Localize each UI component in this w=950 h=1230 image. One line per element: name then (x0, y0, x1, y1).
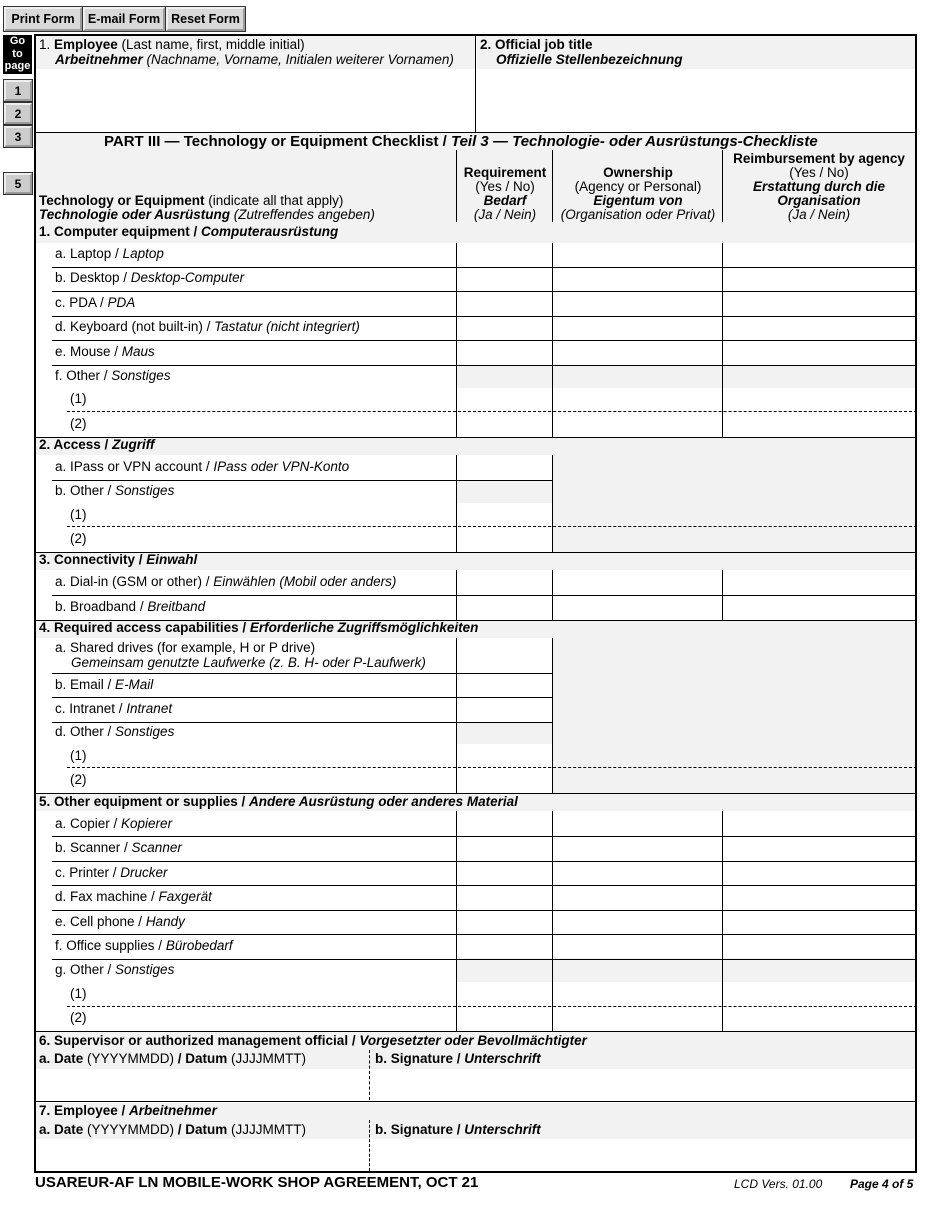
hdr-sep-1 (456, 150, 457, 222)
row-line (52, 595, 917, 596)
row-line (52, 365, 917, 366)
s5b-label: b. Scanner / Scanner (55, 840, 182, 855)
col-requirement-header (457, 166, 553, 222)
job-title-field[interactable] (478, 71, 915, 130)
goto-page-5-button[interactable]: 5 (4, 173, 32, 194)
s4c-label: c. Intranet / Intranet (55, 701, 173, 716)
s5c-label: c. Printer / Drucker (55, 865, 168, 880)
s5g-sub1: (1) (70, 986, 87, 1001)
field-divider (475, 34, 476, 132)
s7-signature-field[interactable] (372, 1140, 915, 1170)
s3b-label: b. Broadband / Breitband (55, 599, 206, 614)
goto-page-2-button[interactable]: 2 (4, 103, 32, 124)
field2-label-de: Offizielle Stellenbezeichnung (496, 52, 683, 67)
reimb-h1: Reimbursement by agency (733, 151, 905, 166)
s6-signature-field[interactable] (372, 1070, 915, 1100)
goto-page-1-button[interactable]: 1 (4, 80, 32, 101)
req-h1: Requirement (463, 165, 547, 180)
own-h4: (Organisation oder Privat) (560, 207, 716, 222)
col-reimbursement-header (723, 152, 915, 222)
row-line (52, 885, 917, 886)
s2-header: 2. Access / Zugriff (39, 437, 155, 452)
s5g-sub2: (2) (70, 1010, 87, 1025)
reimb-h3: Erstattung durch die (752, 179, 885, 194)
s7-date-field[interactable] (37, 1140, 368, 1170)
row-line (52, 934, 917, 935)
s4-header: 4. Required access capabilities / Erforderliche Zugriffsmöglichkeiten (39, 620, 479, 635)
s2-top-line (34, 437, 917, 438)
s5f-label: f. Office supplies / Bürobedarf (55, 938, 233, 953)
s1b-label: b. Desktop / Desktop-Computer (55, 270, 245, 285)
row-line (52, 267, 917, 268)
row-line (52, 861, 917, 862)
footer-version: LCD Vers. 01.00 (734, 1177, 823, 1191)
col-tech-header-de: Technologie oder Ausrüstung (Zutreffendes angeben) (39, 207, 375, 222)
s4a-label-de: Gemeinsam genutzte Laufwerke (z. B. H- oder P-Laufwerk) (71, 655, 426, 670)
s4d-sub2: (2) (70, 772, 87, 787)
s6-divider (369, 1050, 370, 1100)
req-h3: Bedarf (483, 193, 527, 208)
print-form-button[interactable]: Print Form (4, 7, 82, 31)
field1-label: 1. Employee (Last name, first, middle initial) (39, 37, 305, 52)
goto-label-to: to (12, 47, 23, 60)
footer-title: USAREUR-AF LN MOBILE-WORK SHOP AGREEMENT, OCT 21 (35, 1174, 479, 1191)
row-line (52, 959, 917, 960)
s6-signature-label: b. Signature / Unterschrift (375, 1051, 541, 1066)
row-line (52, 480, 552, 481)
row-line (52, 291, 917, 292)
s1-header: 1. Computer equipment / Computerausrüstung (39, 224, 339, 239)
col-ownership-header (553, 166, 723, 222)
row-line (52, 316, 917, 317)
footer-page: Page 4 of 5 (850, 1177, 914, 1191)
part3-title: PART III — Technology or Equipment Checklist / Teil 3 — Technologie- oder Ausrüstungs-Checkliste (104, 133, 818, 150)
vline-own-s5 (552, 811, 553, 1032)
s6-date-label: a. Date (YYYYMMDD) / Datum (JJJJMMTT) (39, 1051, 307, 1066)
req-h4: (Ja / Nein) (473, 207, 537, 222)
s7-date-label: a. Date (YYYYMMDD) / Datum (JJJJMMTT) (39, 1122, 307, 1137)
vline-own-s4 (552, 638, 553, 793)
col-tech-header: Technology or Equipment (indicate all that apply) (39, 193, 344, 208)
s2b-sub2: (2) (70, 531, 87, 546)
employee-name-field[interactable] (37, 71, 473, 130)
hdr-sep-3 (722, 150, 723, 222)
s2a-label: a. IPass or VPN account / IPass oder VPN-Konto (55, 459, 350, 474)
reimb-h2: (Yes / No) (789, 165, 849, 180)
s1f-label: f. Other / Sonstiges (55, 368, 171, 383)
vline-req-s5 (456, 811, 457, 1032)
s5e-label: e. Cell phone / Handy (55, 914, 185, 929)
row-line (52, 910, 917, 911)
vline-own-s2 (552, 455, 553, 552)
own-h2: (Agency or Personal) (574, 179, 702, 194)
row-line (52, 697, 552, 698)
reset-form-button[interactable]: Reset Form (166, 7, 245, 31)
row-line (52, 673, 552, 674)
s6-top-line (34, 1031, 917, 1032)
s4a-label: a. Shared drives (for example, H or P drive) (55, 640, 316, 655)
s7-header: 7. Employee / Arbeitnehmer (39, 1103, 217, 1118)
s5a-label: a. Copier / Kopierer (55, 816, 173, 831)
req-h2: (Yes / No) (475, 179, 535, 194)
row-line (52, 722, 552, 723)
s4b-label: b. Email / E-Mail (55, 677, 154, 692)
dashed-divider (67, 767, 917, 768)
email-form-button[interactable]: E-mail Form (83, 7, 165, 31)
s1a-label: a. Laptop / Laptop (55, 246, 164, 261)
field2-label: 2. Official job title (480, 37, 593, 52)
s2b-label: b. Other / Sonstiges (55, 483, 175, 498)
row-line (52, 340, 917, 341)
s6-date-field[interactable] (37, 1070, 368, 1100)
vline-req-s4 (456, 638, 457, 793)
s3-header: 3. Connectivity / Einwahl (39, 552, 198, 567)
vline-reimb-s5 (722, 811, 723, 1032)
goto-label-go: Go (9, 35, 26, 47)
vline-req-s2 (456, 455, 457, 552)
field1-label-de: Arbeitnehmer (Nachname, Vorname, Initialen weiterer Vornamen) (55, 52, 454, 67)
goto-page-3-button[interactable]: 3 (4, 126, 32, 147)
own-h3: Eigentum von (593, 193, 683, 208)
s1f-sub2: (2) (70, 416, 87, 431)
goto-label-page: page (4, 60, 31, 72)
s4d-label: d. Other / Sonstiges (55, 724, 175, 739)
s1c-label: c. PDA / PDA (55, 295, 136, 310)
row-line (52, 836, 917, 837)
go-to-page-label (3, 35, 32, 74)
s7-signature-label: b. Signature / Unterschrift (375, 1122, 541, 1137)
s4d-sub1: (1) (70, 748, 87, 763)
dashed-divider (67, 411, 917, 412)
s7-divider (369, 1120, 370, 1171)
dashed-divider (67, 1006, 917, 1007)
reimb-h4: Organisation (777, 193, 861, 208)
s1d-label: d. Keyboard (not built-in) / Tastatur (nicht integriert) (55, 319, 360, 334)
hdr-sep-2 (552, 150, 553, 222)
s2b-sub1: (1) (70, 507, 87, 522)
s6-header: 6. Supervisor or authorized management official / Vorgesetzter oder Bevollmächtigter (39, 1033, 587, 1048)
s5d-label: d. Fax machine / Faxgerät (55, 889, 212, 904)
reimb-h5: (Ja / Nein) (787, 207, 851, 222)
s1f-sub1: (1) (70, 391, 87, 406)
s3a-label: a. Dial-in (GSM or other) / Einwählen (Mobil oder anders) (55, 574, 397, 589)
s1e-label: e. Mouse / Maus (55, 344, 155, 359)
dashed-divider (67, 526, 917, 527)
s5g-label: g. Other / Sonstiges (55, 962, 175, 977)
s7-top-line (34, 1101, 917, 1102)
own-h1: Ownership (603, 165, 673, 180)
s5-header: 5. Other equipment or supplies / Andere Ausrüstung oder anderes Material (39, 794, 518, 809)
